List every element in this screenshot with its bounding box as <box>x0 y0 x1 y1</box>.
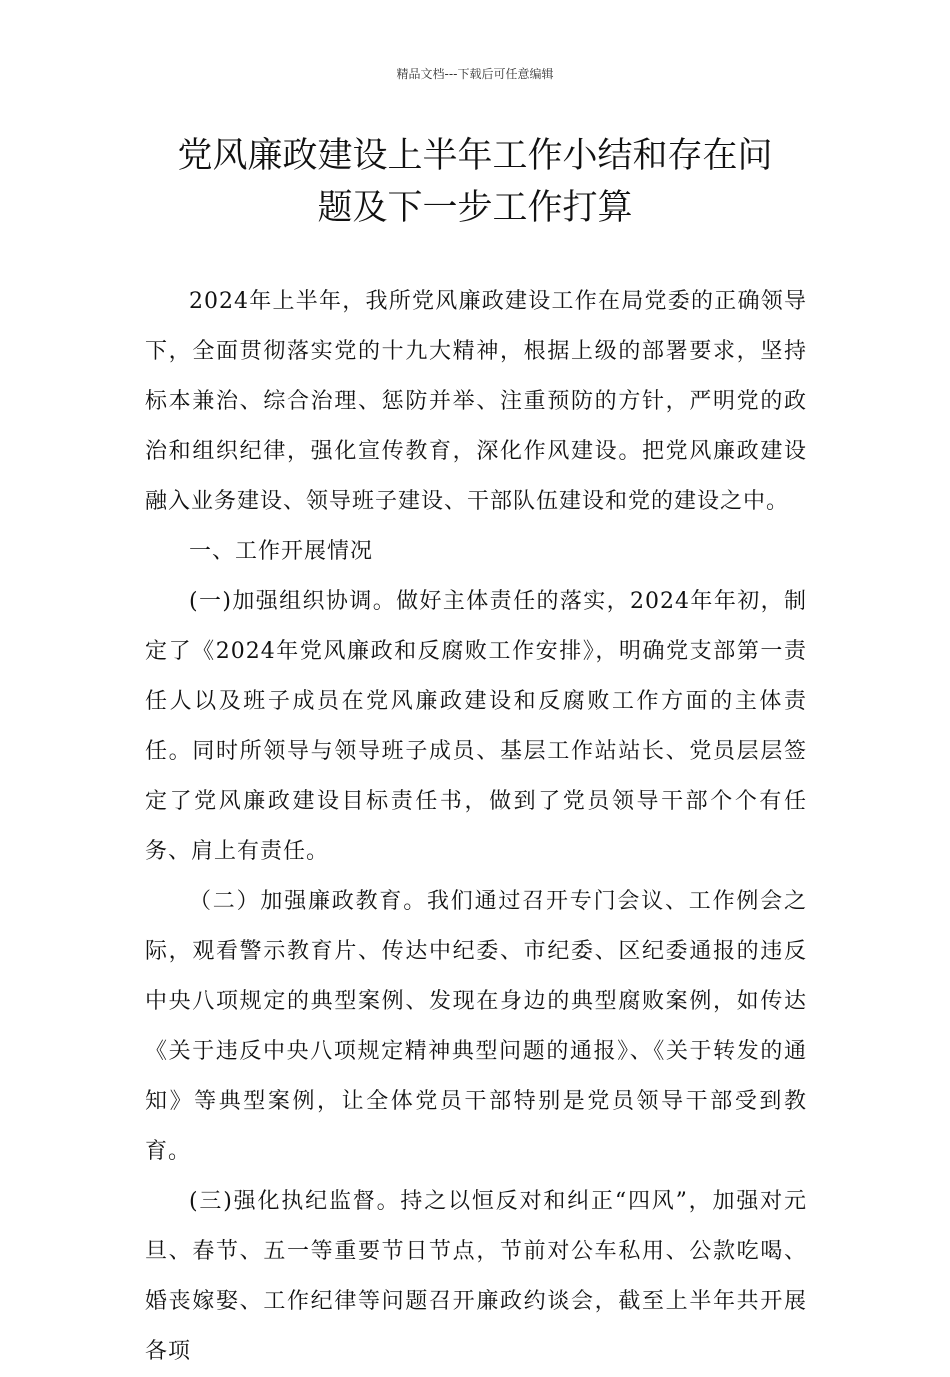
title-line-2: 题及下一步工作打算 <box>317 188 633 228</box>
document-title <box>120 130 830 234</box>
item-paragraph-1: (一)加强组织协调。做好主体责任的落实，2024年年初，制定了《2024年党风廉政和反腐败工作安排》，明确党支部第一责任人以及班子成员在党风廉政建设和反腐败工作方面的主体责任。同时所领导与领导班子成员、基层工作站站长、党员层层签定了党风廉政建设目标责任书，做到了党员领导干部个个有任务、肩上有责任。 <box>145 589 807 864</box>
item-paragraph-2: （二）加强廉政教育。我们通过召开专门会议、工作例会之际，观看警示教育片、传达中纪委、市纪委、区纪委通报的违反中央八项规定的典型案例、发现在身边的典型腐败案例，如传达《关于违反中央八项规定精神典型问题的通报》、《关于转发的通知》等典型案例，让全体党员干部特别是党员领导干部受到教育。 <box>145 889 807 1164</box>
document-body <box>145 277 807 1377</box>
header-note: 精品文档---下载后可任意编辑 <box>396 67 554 81</box>
section-heading: 一、工作开展情况 <box>189 539 374 564</box>
title-line-1: 党风廉政建设上半年工作小结和存在问 <box>177 136 773 176</box>
item-paragraph-3: (三)强化执纪监督。持之以恒反对和纠正“四风”，加强对元旦、春节、五一等重要节日节点，节前对公车私用、公款吃喝、婚丧嫁娶、工作纪律等问题召开廉政约谈会，截至上半年共开展各项 <box>145 1189 807 1364</box>
intro-paragraph: 2024年上半年，我所党风廉政建设工作在局党委的正确领导下，全面贯彻落实党的十九大精神，根据上级的部署要求，坚持标本兼治、综合治理、惩防并举、注重预防的方针，严明党的政治和组织纪律，强化宣传教育，深化作风建设。把党风廉政建设融入业务建设、领导班子建设、干部队伍建设和党的建设之中。 <box>145 289 807 514</box>
